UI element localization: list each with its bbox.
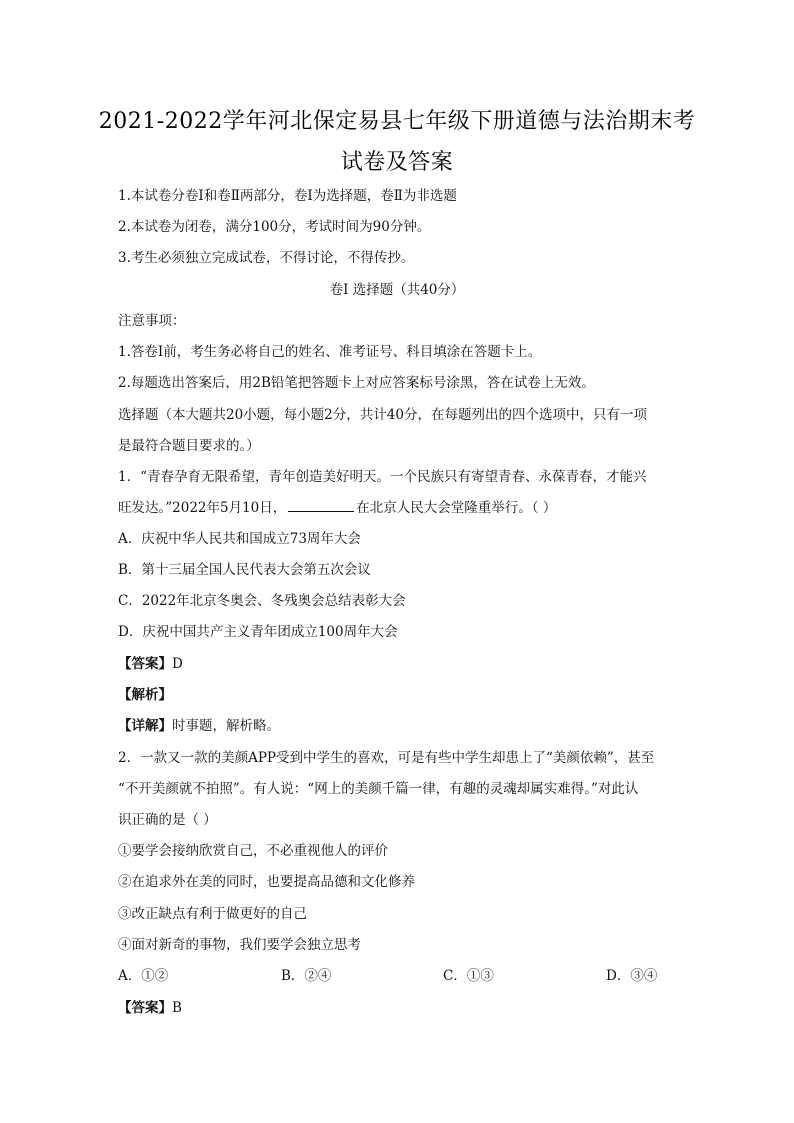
page-title-line1: 2021-2022学年河北保定易县七年级下册道德与法治期末考 <box>98 109 696 134</box>
question-2-stem-line1: 2．一款又一款的美颜APP受到中学生的喜欢，可是有些中学生却患上了“美颜依赖”，甚至 <box>118 750 655 766</box>
question-2-option-b: B．②④ <box>281 968 332 984</box>
question-2-option-a: A．①② <box>118 968 169 984</box>
question-1-answer <box>118 654 698 674</box>
question-1-option-a: A．庆祝中华人民共和国成立73周年大会 <box>118 531 361 547</box>
choice-intro-line2: 是最符合题目要求的。） <box>118 438 260 454</box>
attention-item-2: 2.每题选出答案后，用2B铅笔把答题卡上对应答案标号涂黑，答在试卷上无效。 <box>118 375 595 391</box>
question-1-stem-line1: 1．“青春孕育无限希望，青年创造美好明天。一个民族只有寄望青春、永葆青春，才能兴 <box>118 469 647 485</box>
choice-intro-line1: 选择题（本大题共20小题，每小题2分，共计40分，在每题列出的四个选项中，只有一项 <box>118 407 647 423</box>
question-2-stem-line3: 识正确的是（ ） <box>118 812 217 828</box>
question-2-option-d: D．③④ <box>606 968 658 984</box>
question-2-answer <box>118 998 698 1018</box>
exam-note-2: 2.本试卷为闭卷，满分100分，考试时间为90分钟。 <box>118 219 431 235</box>
exam-note-1: 1.本试卷分卷Ⅰ和卷Ⅱ两部分，卷Ⅰ为选择题，卷Ⅱ为非选题 <box>118 188 457 204</box>
section-title: 卷Ⅰ 选择题（共40分） <box>329 282 465 298</box>
question-2-statement-1: ①要学会接纳欣赏自己，不必重视他人的评价 <box>118 843 388 859</box>
question-2-statement-4: ④面对新奇的事物，我们要学会独立思考 <box>118 937 361 953</box>
answer-label: 【答案】 <box>118 1000 172 1016</box>
question-1-analysis-label: 【解析】 <box>118 687 172 703</box>
question-1-option-c: C．2022年北京冬奥会、冬残奥会总结表彰大会 <box>118 593 406 609</box>
question-1-stem-line2 <box>118 498 698 518</box>
question-2-statement-2: ②在追求外在美的同时，也要提高品德和文化修养 <box>118 874 415 890</box>
question-1-option-b: B．第十三届全国人民代表大会第五次会议 <box>118 562 371 578</box>
answer-value: D <box>172 656 183 672</box>
question-1-stem-before-blank: 旺发达。”2022年5月10日， <box>118 500 287 516</box>
detail-text: 时事题，解析略。 <box>172 718 280 734</box>
fill-in-blank <box>288 498 354 512</box>
question-1-stem-after-blank: 在北京人民大会堂隆重举行。（ ） <box>356 500 557 516</box>
page-title-line2: 试卷及答案 <box>340 150 454 175</box>
question-1-detail <box>118 716 698 736</box>
question-2-statement-3: ③改正缺点有利于做更好的自己 <box>118 906 307 922</box>
question-1-option-d: D．庆祝中国共产主义青年团成立100周年大会 <box>118 624 398 640</box>
answer-label: 【答案】 <box>118 656 172 672</box>
answer-value: B <box>172 1000 182 1016</box>
attention-item-1: 1.答卷Ⅰ前，考生务必将自己的姓名、准考证号、科目填涂在答题卡上。 <box>118 344 542 360</box>
attention-title: 注意事项： <box>118 313 186 329</box>
question-2-stem-line2: “不开美颜就不拍照”。有人说：“网上的美颜千篇一律，有趣的灵魂却属实难得。”对此认 <box>118 781 639 797</box>
detail-label: 【详解】 <box>118 718 172 734</box>
exam-note-3: 3.考生必须独立完成试卷，不得讨论，不得传抄。 <box>118 250 415 266</box>
question-2-option-c: C．①③ <box>443 968 494 984</box>
